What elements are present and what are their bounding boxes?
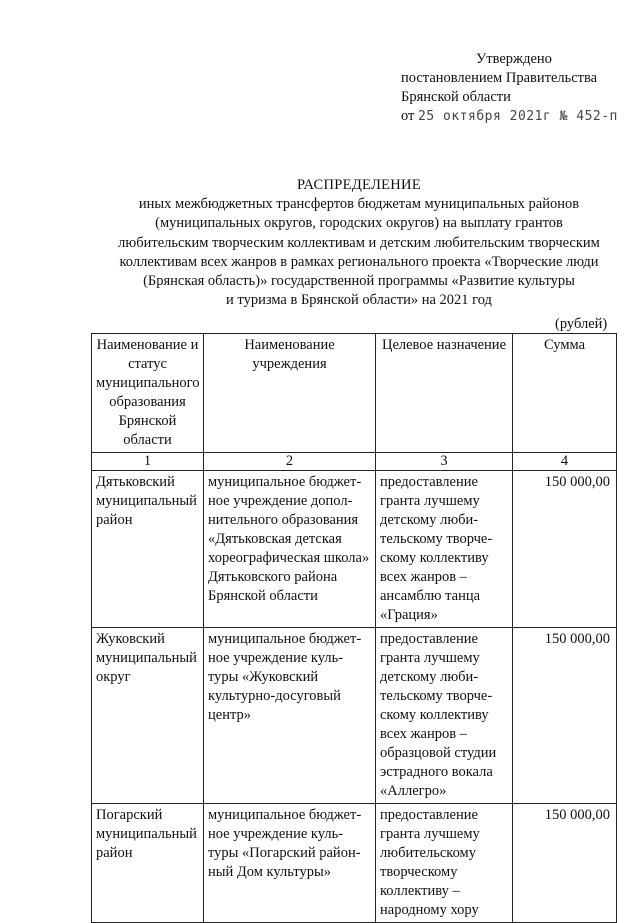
approval-resolution: постановлением Правительства (401, 70, 598, 86)
header-amount: Сумма (513, 334, 617, 453)
cell-institution: муниципальное бюджет-ное учреждение куль-туры «Жуковский культурно-досуговый центр» (204, 628, 376, 804)
cell-purpose: предоставление гранта лучшему детскому люби-тельскому творче-скому коллективу всех жанров – образцовой студии эстрадного вокала «Аллегро» (376, 628, 513, 804)
table-number-row (92, 453, 617, 471)
document-heading (70, 176, 640, 310)
heading-line: иных межбюджетных трансфертов бюджетам муниципальных районов (138, 196, 580, 213)
column-number: 2 (204, 453, 376, 471)
heading-line: (Брянская область)» государственной программы «Развитие культуры (143, 273, 575, 290)
header-purpose: Целевое назначение (376, 334, 513, 453)
heading-line: любительским творческим коллективам и детским любительским творческим (118, 234, 600, 251)
table-row (92, 471, 617, 628)
cell-amount: 150 000,00 (513, 804, 617, 923)
units-label: (рублей) (555, 316, 608, 332)
header-institution: Наименование учреждения (204, 334, 376, 453)
approval-date-line (401, 107, 633, 126)
cell-municipality: Жуковский муниципальный округ (92, 628, 204, 804)
cell-amount: 150 000,00 (513, 628, 617, 804)
cell-institution: муниципальное бюджет-ное учреждение куль-туры «Погарский район-ный Дом культуры» (204, 804, 376, 923)
approval-date-prefix: от (401, 108, 415, 124)
table-header-row (92, 334, 617, 453)
approval-block (401, 50, 633, 126)
column-number: 4 (513, 453, 617, 471)
heading-line: (муниципальных округов, городских округов) на выплату грантов (155, 215, 563, 232)
column-number: 1 (92, 453, 204, 471)
cell-purpose: предоставление гранта лучшему детскому люби-тельскому творче-скому коллективу всех жанров – ансамблю танца «Грация» (376, 471, 513, 628)
heading-line: и туризма в Брянской области» на 2021 год (226, 292, 492, 309)
approval-government: Брянской области (401, 89, 511, 105)
approval-date-stamp: 25 октября 2021г № 452-п (418, 109, 618, 124)
cell-institution: муниципальное бюджет-ное учреждение допол-нительного образования «Дятьковская детская хореографическая школа» Дятьковского района Брянской области (204, 471, 376, 628)
header-municipality: Наименование и статус муниципального образования Брянской области (92, 334, 204, 453)
table-row (92, 628, 617, 804)
cell-municipality: Дятьковский муниципальный район (92, 471, 204, 628)
cell-municipality: Погарский муниципальный район (92, 804, 204, 923)
heading-line: коллективам всех жанров в рамках регионального проекта «Творческие люди (119, 253, 599, 270)
document-title: РАСПРЕДЕЛЕНИЕ (297, 177, 421, 193)
column-number: 3 (376, 453, 513, 471)
cell-amount: 150 000,00 (513, 471, 617, 628)
approval-approved: Утверждено (476, 51, 552, 67)
distribution-table (91, 333, 617, 923)
cell-purpose: предоставление гранта лучшему любительскому творческому коллективу – народному хору (376, 804, 513, 923)
